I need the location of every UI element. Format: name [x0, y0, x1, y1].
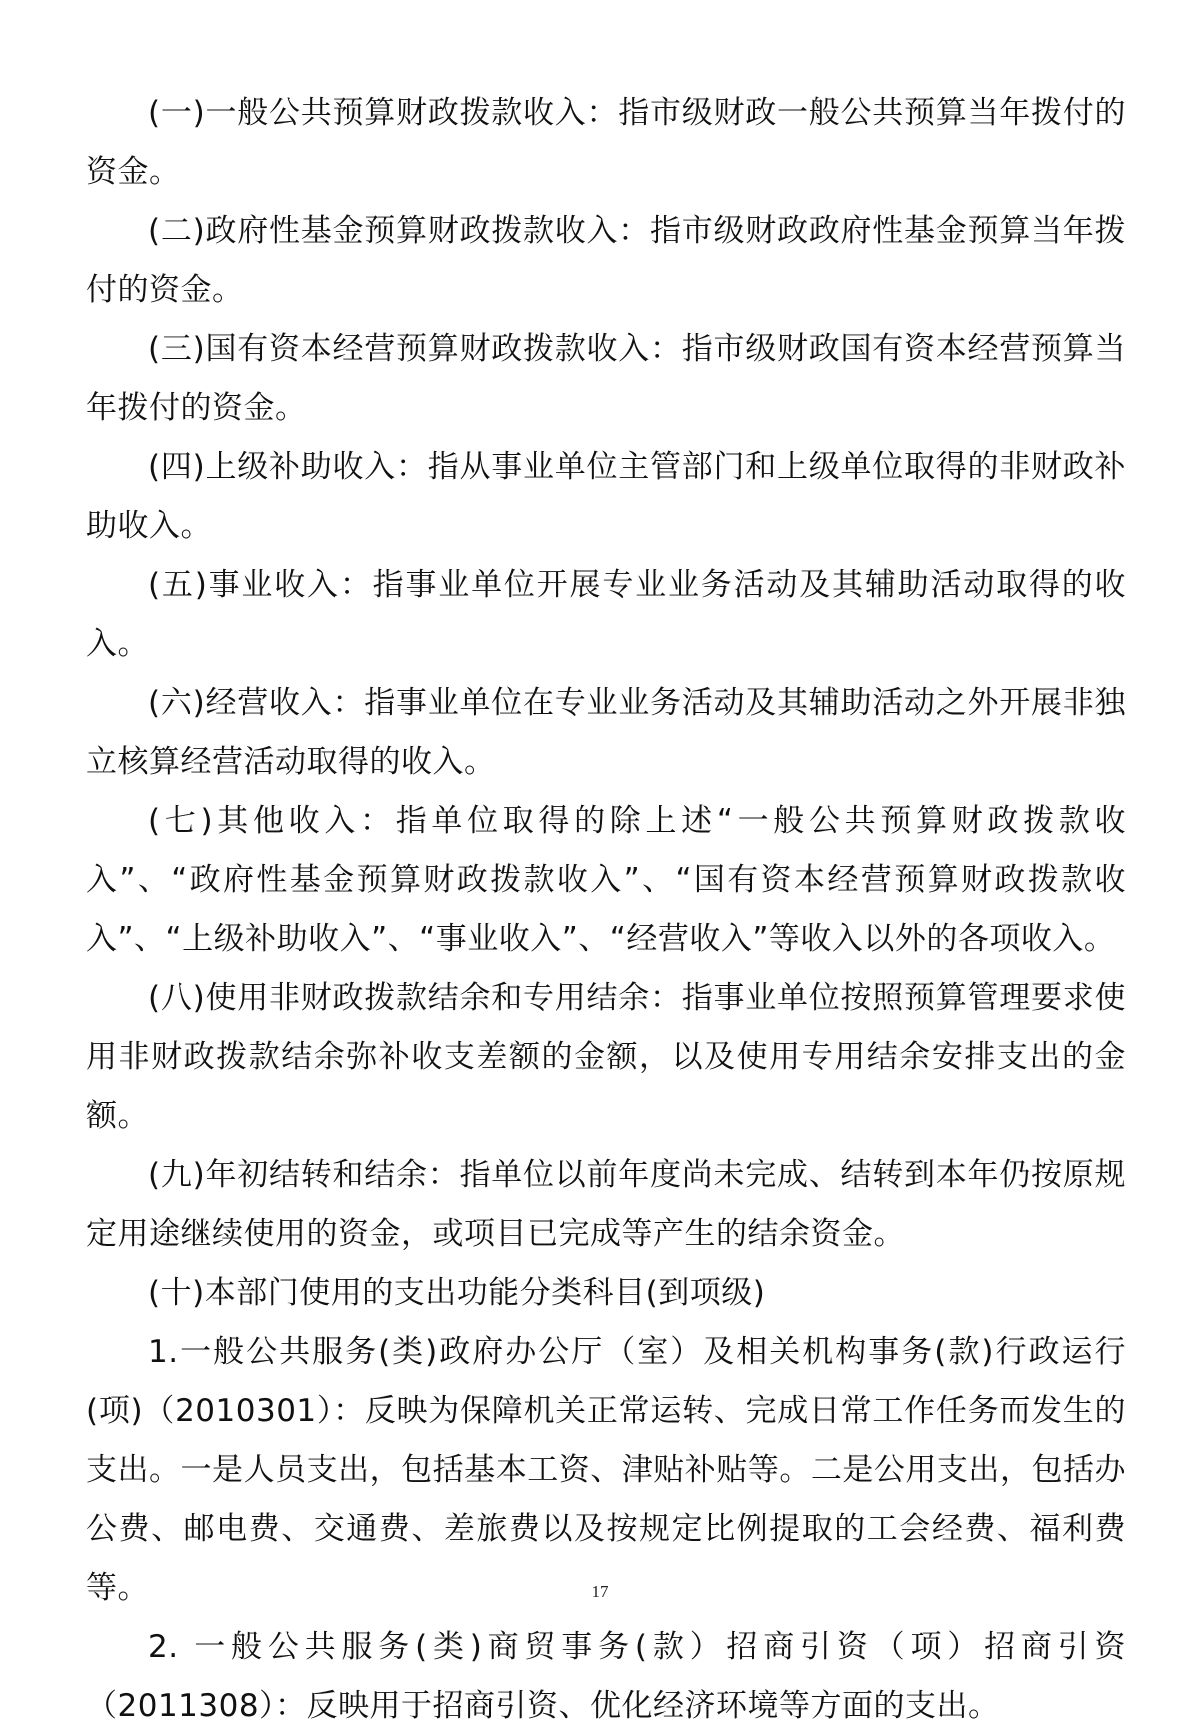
- paragraph-state-capital-income: (三)国有资本经营预算财政拨款收入：指市级财政国有资本经营预算当年拨付的资金。: [86, 331, 1126, 426]
- paragraph-government-fund-income: (二)政府性基金预算财政拨款收入：指市级财政政府性基金预算当年拨付的资金。: [86, 213, 1126, 308]
- paragraph-item-investment-promotion: 2. 一般公共服务(类)商贸事务(款）招商引资（项）招商引资（2011308）：反映用于招商引资、优化经济环境等方面的支出。: [86, 1629, 1126, 1724]
- paragraph-item-administrative-operation: 1.一般公共服务(类)政府办公厅（室）及相关机构事务(款)行政运行(项)（2010301）：反映为保障机关正常运转、完成日常工作任务而发生的支出。一是人员支出，包括基本工资、津贴补贴等。二是公用支出，包括办公费、邮电费、交通费、差旅费以及按规定比例提取的工会经费、福利费等。: [86, 1334, 1126, 1606]
- paragraph-expenditure-classification-heading: (十)本部门使用的支出功能分类科目(到项级): [148, 1275, 766, 1311]
- page-number: 17: [591, 1582, 609, 1601]
- paragraph-balance-use: (八)使用非财政拨款结余和专用结余：指事业单位按照预算管理要求使用非财政拨款结余弥补收支差额的金额，以及使用专用结余安排支出的金额。: [86, 980, 1126, 1134]
- paragraph-operating-income: (六)经营收入：指事业单位在专业业务活动及其辅助活动之外开展非独立核算经营活动取得的收入。: [86, 685, 1126, 780]
- paragraph-general-budget-income: (一)一般公共预算财政拨款收入：指市级财政一般公共预算当年拨付的资金。: [86, 95, 1126, 190]
- paragraph-superior-subsidy-income: (四)上级补助收入：指从事业单位主管部门和上级单位取得的非财政补助收入。: [86, 449, 1126, 544]
- body-text: [86, 84, 1126, 1736]
- paragraph-business-income: (五)事业收入：指事业单位开展专业业务活动及其辅助活动取得的收入。: [86, 567, 1126, 662]
- paragraph-carryover-balance: (九)年初结转和结余：指单位以前年度尚未完成、结转到本年仍按原规定用途继续使用的资金，或项目已完成等产生的结余资金。: [86, 1157, 1126, 1252]
- paragraph-other-income: (七)其他收入：指单位取得的除上述“一般公共预算财政拨款收入”、“政府性基金预算财政拨款收入”、“国有资本经营预算财政拨款收入”、“上级补助收入”、“事业收入”、“经营收入”等收入以外的各项收入。: [86, 803, 1126, 957]
